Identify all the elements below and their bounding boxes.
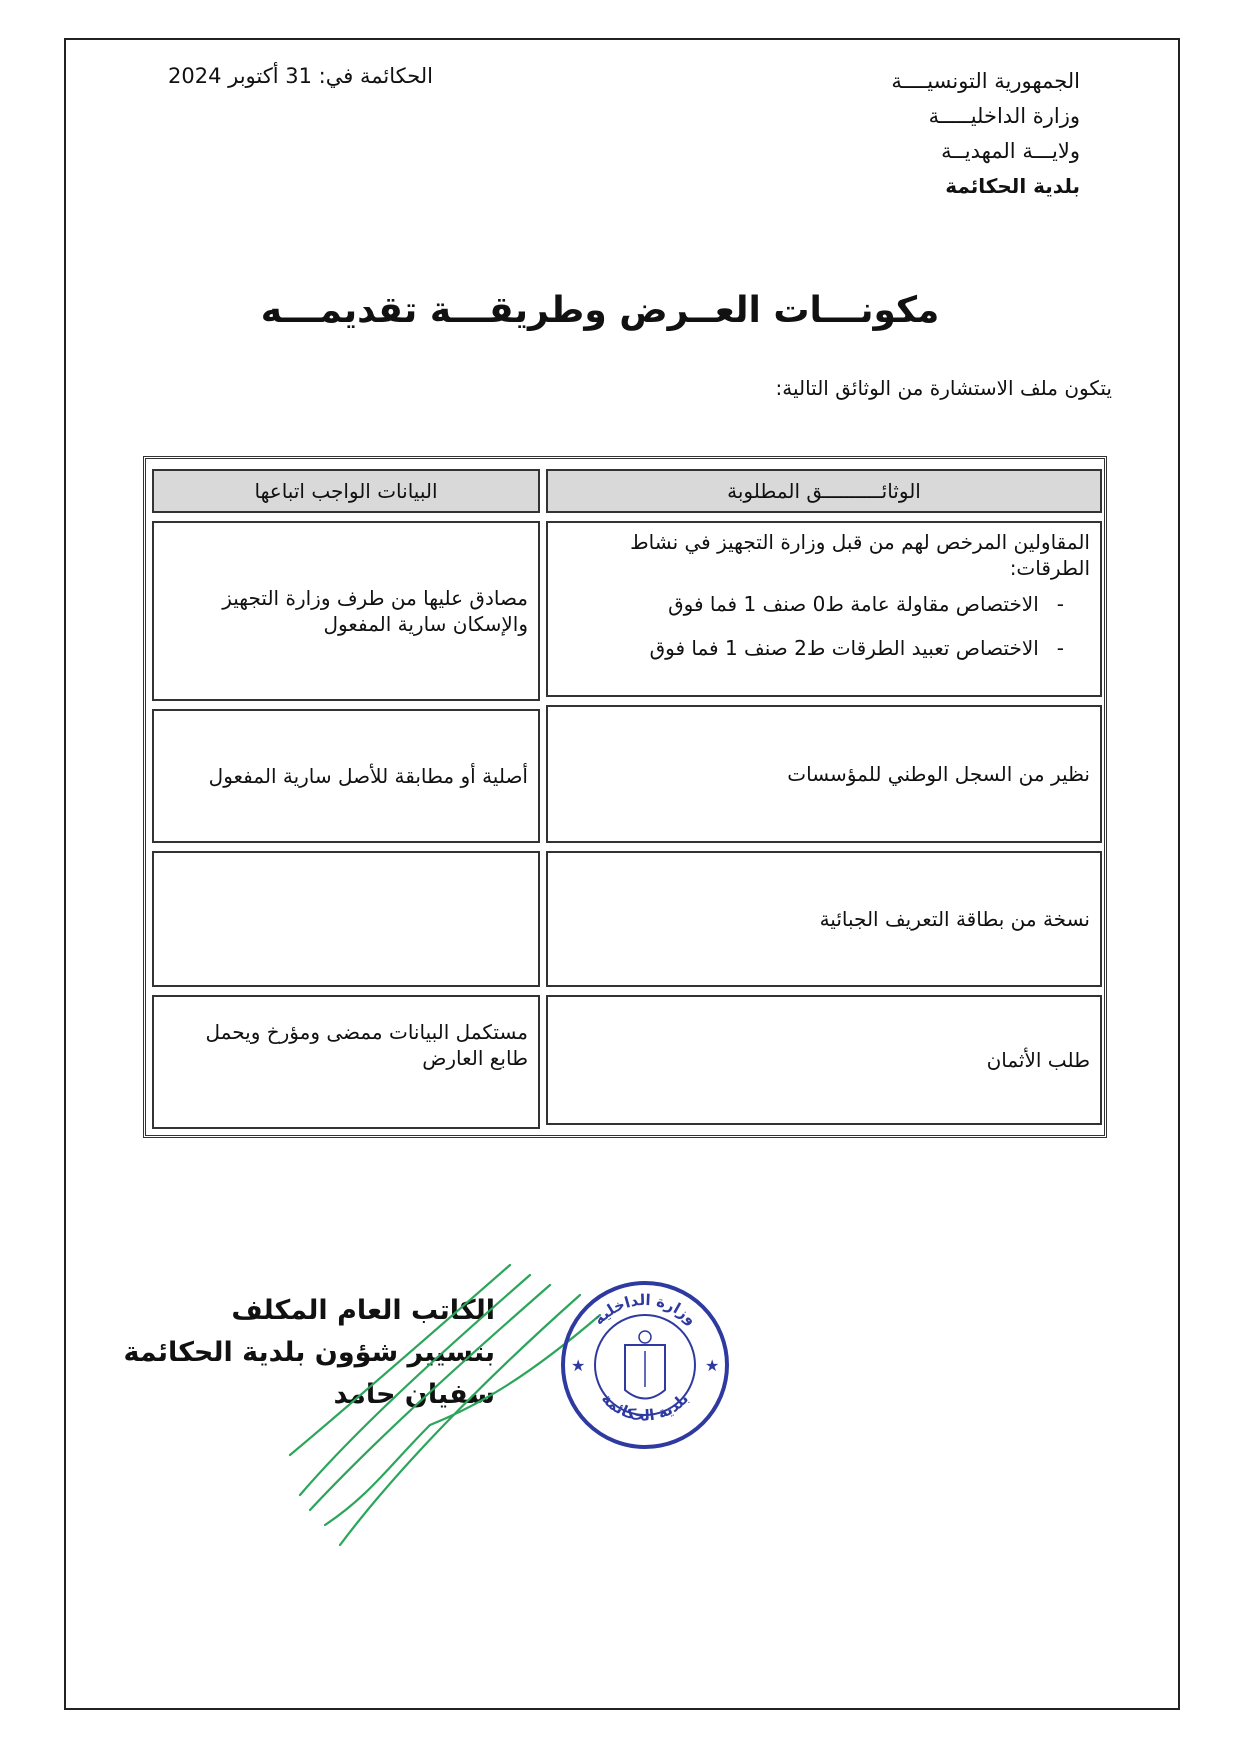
table-row-1-requirement: [152, 521, 540, 701]
svg-text:بلدية الحكائمة: [598, 1390, 692, 1425]
svg-text:وزارة الداخلية: [590, 1291, 701, 1328]
table-row-4-requirement: [152, 995, 540, 1129]
document-date: الحكائمة في: 31 أكتوبر 2024: [168, 64, 433, 88]
stamp-bottom-text: بلدية الحكائمة: [597, 1389, 693, 1425]
row-1-bullet-2: - الاختصاص تعبيد الطرقات ط2 صنف 1 فما فوق: [558, 635, 1090, 661]
signature-title: الكاتب العام المكلف: [231, 1295, 495, 1326]
table-row-3-requirement: [152, 851, 540, 987]
issuer-header: [760, 64, 1080, 204]
table-row-2-document: [546, 705, 1102, 843]
header-country: الجمهورية التونسيــــة: [891, 69, 1080, 93]
stamp-star-right: ★: [705, 1356, 720, 1375]
row-3-document-text: نسخة من بطاقة التعريف الجبائية: [819, 907, 1090, 931]
table-row-4-document: [546, 995, 1102, 1125]
stamp-top-text: وزارة الداخلية: [589, 1290, 701, 1329]
signature-name: سفيان حامد: [333, 1379, 495, 1410]
table-header-documents: الوثائــــــــــق المطلوبة: [546, 469, 1102, 513]
row-1-document-text: المقاولين المرخص لهم من قبل وزارة التجهيز في نشاط الطرقات:: [630, 530, 1090, 580]
intro-text: يتكون ملف الاستشارة من الوثائق التالية:: [775, 376, 1112, 400]
documents-table: [143, 456, 1107, 1138]
row-2-document-text: نظير من السجل الوطني للمؤسسات: [787, 762, 1090, 786]
header-governorate: ولايـــة المهديــة: [941, 139, 1080, 163]
table-row-2-requirement: [152, 709, 540, 843]
row-4-requirement-text: مستكمل البيانات ممضى ومؤرخ ويحمل طابع العارض: [205, 1020, 528, 1070]
stamp-star-left: ★: [571, 1356, 586, 1375]
row-1-requirement-text: مصادق عليها من طرف وزارة التجهيز والإسكان سارية المفعول: [222, 586, 528, 636]
official-stamp: [555, 1275, 735, 1455]
signature-role: بتسيير شؤون بلدية الحكائمة: [123, 1337, 495, 1368]
table-row-3-document: [546, 851, 1102, 987]
header-municipality: بلدية الحكائمة: [945, 174, 1080, 198]
table-row-1-document: [546, 521, 1102, 697]
row-2-requirement-text: أصلية أو مطابقة للأصل سارية المفعول: [208, 764, 528, 788]
table-header-requirements: البيانات الواجب اتباعها: [152, 469, 540, 513]
row-1-bullet-1: - الاختصاص مقاولة عامة ط0 صنف 1 فما فوق: [558, 591, 1090, 617]
document-title: مكونـــات العــرض وطريقـــة تقديمـــه: [260, 290, 940, 331]
header-ministry: وزارة الداخليـــــة: [928, 104, 1080, 128]
row-4-document-text: طلب الأثمان: [986, 1048, 1090, 1072]
